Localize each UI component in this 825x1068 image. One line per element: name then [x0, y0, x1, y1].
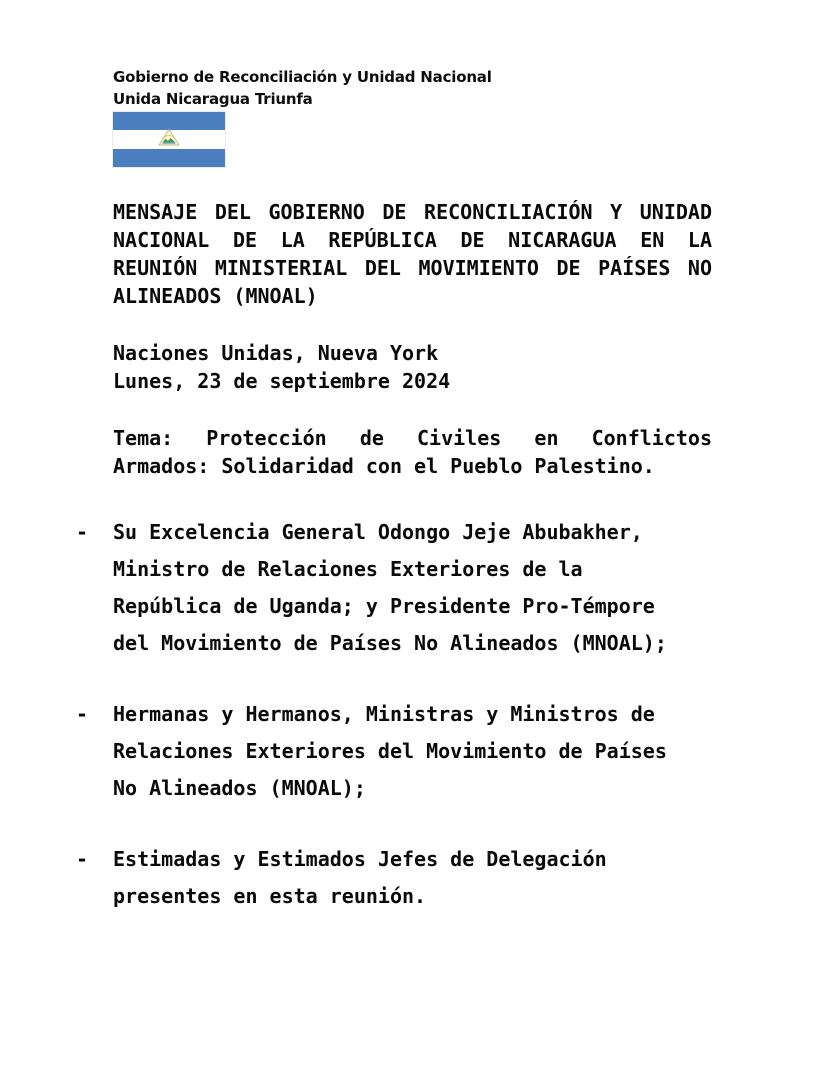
flag-stripe-bottom [113, 149, 225, 167]
bullet-dash: - [76, 847, 89, 871]
event-block [113, 339, 712, 395]
title-line: ALINEADOS (MNOAL) [113, 284, 318, 308]
title-line: NACIONAL DE LA REPÚBLICA DE NICARAGUA EN LA [113, 228, 712, 252]
salutation-line: República de Uganda; y Presidente Pro-Témpore [113, 594, 655, 618]
salutation-line: del Movimiento de Países No Alineados (MNOAL); [113, 631, 667, 655]
salutation-line: Su Excelencia General Odongo Jeje Abubakher, [113, 520, 643, 544]
tema-line: Tema: Protección de Civiles en Conflictos [113, 426, 712, 450]
coat-of-arms-icon [157, 128, 181, 151]
event-date: Lunes, 23 de septiembre 2024 [113, 369, 451, 393]
salutation-line: No Alineados (MNOAL); [113, 776, 366, 800]
salutation-line: Estimadas y Estimados Jefes de Delegación [113, 847, 607, 871]
nicaragua-flag-image [113, 112, 225, 167]
salutation-line: Relaciones Exteriores del Movimiento de Países [113, 739, 667, 763]
salutation-item [76, 696, 712, 807]
event-location: Naciones Unidas, Nueva York [113, 341, 439, 365]
bullet-dash: - [76, 520, 89, 544]
letterhead-org: Gobierno de Reconciliación y Unidad Nacional [113, 68, 492, 86]
salutation-line: presentes en esta reunión. [113, 884, 427, 908]
salutation-line: Hermanas y Hermanos, Ministras y Ministros de [113, 702, 655, 726]
bullet-dash: - [76, 702, 89, 726]
title-line: MENSAJE DEL GOBIERNO DE RECONCILIACIÓN Y UNIDAD [113, 200, 712, 224]
salutation-item [76, 841, 712, 915]
document-title [113, 198, 712, 310]
title-line: REUNIÓN MINISTERIAL DEL MOVIMIENTO DE PAÍSES NO [113, 256, 712, 280]
salutation-line: Ministro de Relaciones Exteriores de la [113, 557, 583, 581]
letterhead [113, 66, 492, 110]
tema-line: Armados: Solidaridad con el Pueblo Palestino. [113, 454, 655, 478]
tema-block [113, 424, 712, 480]
salutation-item [76, 514, 712, 662]
letterhead-motto: Unida Nicaragua Triunfa [113, 90, 313, 108]
